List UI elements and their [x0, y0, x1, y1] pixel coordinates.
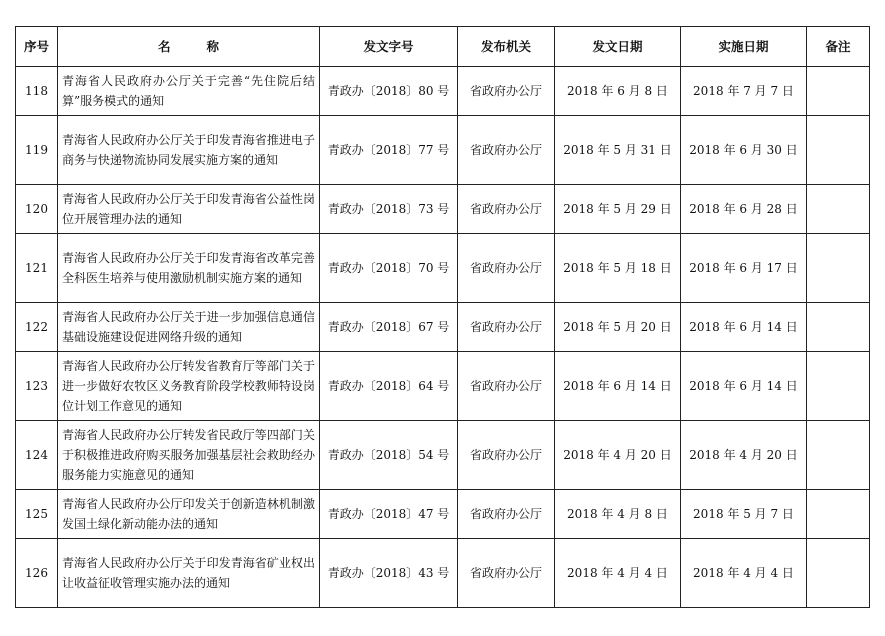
header-name-part-1: 名 — [157, 38, 171, 54]
cell-note — [807, 539, 870, 608]
cell-org: 省政府办公厅 — [458, 185, 555, 234]
table-row — [16, 234, 870, 303]
cell-issue-date: 2018 年 5 月 31 日 — [555, 116, 681, 185]
cell-effective-date: 2018 年 4 月 4 日 — [681, 539, 807, 608]
cell-no: 123 — [16, 352, 58, 421]
table-row — [16, 67, 870, 116]
cell-org: 省政府办公厅 — [458, 539, 555, 608]
table-row — [16, 490, 870, 539]
table-row — [16, 116, 870, 185]
cell-no: 125 — [16, 490, 58, 539]
cell-note — [807, 185, 870, 234]
cell-name: 青海省人民政府办公厅关于印发青海省矿业权出让收益征收管理实施办法的通知 — [58, 539, 320, 608]
cell-issue-date: 2018 年 5 月 18 日 — [555, 234, 681, 303]
cell-name: 青海省人民政府办公厅关于完善“先住院后结算”服务模式的通知 — [58, 67, 320, 116]
header-no: 序号 — [16, 27, 58, 67]
cell-doc-no: 青政办〔2018〕54 号 — [320, 421, 458, 490]
cell-issue-date: 2018 年 4 月 4 日 — [555, 539, 681, 608]
header-note: 备注 — [807, 27, 870, 67]
cell-issue-date: 2018 年 5 月 20 日 — [555, 303, 681, 352]
header-effective-date: 实施日期 — [681, 27, 807, 67]
cell-org: 省政府办公厅 — [458, 352, 555, 421]
cell-doc-no: 青政办〔2018〕73 号 — [320, 185, 458, 234]
cell-note — [807, 234, 870, 303]
cell-note — [807, 421, 870, 490]
table-row — [16, 303, 870, 352]
cell-no: 120 — [16, 185, 58, 234]
cell-issue-date: 2018 年 5 月 29 日 — [555, 185, 681, 234]
header-name-part-2: 称 — [206, 38, 220, 54]
cell-no: 118 — [16, 67, 58, 116]
cell-note — [807, 490, 870, 539]
table-row — [16, 352, 870, 421]
cell-note — [807, 303, 870, 352]
cell-name: 青海省人民政府办公厅转发省教育厅等部门关于进一步做好农牧区义务教育阶段学校教师特设岗位计划工作意见的通知 — [58, 352, 320, 421]
cell-effective-date: 2018 年 6 月 14 日 — [681, 352, 807, 421]
cell-name: 青海省人民政府办公厅关于进一步加强信息通信基础设施建设促进网络升级的通知 — [58, 303, 320, 352]
cell-org: 省政府办公厅 — [458, 490, 555, 539]
cell-name: 青海省人民政府办公厅转发省民政厅等四部门关于积极推进政府购买服务加强基层社会救助经办服务能力实施意见的通知 — [58, 421, 320, 490]
cell-effective-date: 2018 年 4 月 20 日 — [681, 421, 807, 490]
cell-doc-no: 青政办〔2018〕77 号 — [320, 116, 458, 185]
cell-note — [807, 352, 870, 421]
cell-doc-no: 青政办〔2018〕64 号 — [320, 352, 458, 421]
cell-org: 省政府办公厅 — [458, 116, 555, 185]
cell-no: 121 — [16, 234, 58, 303]
cell-name: 青海省人民政府办公厅关于印发青海省改革完善全科医生培养与使用激励机制实施方案的通知 — [58, 234, 320, 303]
header-row — [16, 27, 870, 67]
cell-effective-date: 2018 年 6 月 14 日 — [681, 303, 807, 352]
cell-issue-date: 2018 年 6 月 14 日 — [555, 352, 681, 421]
header-org: 发布机关 — [458, 27, 555, 67]
cell-doc-no: 青政办〔2018〕80 号 — [320, 67, 458, 116]
cell-name: 青海省人民政府办公厅关于印发青海省推进电子商务与快递物流协同发展实施方案的通知 — [58, 116, 320, 185]
cell-issue-date: 2018 年 4 月 8 日 — [555, 490, 681, 539]
cell-no: 122 — [16, 303, 58, 352]
cell-effective-date: 2018 年 6 月 30 日 — [681, 116, 807, 185]
cell-effective-date: 2018 年 5 月 7 日 — [681, 490, 807, 539]
cell-org: 省政府办公厅 — [458, 234, 555, 303]
cell-note — [807, 116, 870, 185]
regulations-table — [15, 26, 870, 608]
table-row — [16, 421, 870, 490]
cell-org: 省政府办公厅 — [458, 303, 555, 352]
cell-no: 124 — [16, 421, 58, 490]
cell-doc-no: 青政办〔2018〕47 号 — [320, 490, 458, 539]
cell-effective-date: 2018 年 6 月 28 日 — [681, 185, 807, 234]
cell-effective-date: 2018 年 7 月 7 日 — [681, 67, 807, 116]
cell-org: 省政府办公厅 — [458, 421, 555, 490]
cell-issue-date: 2018 年 4 月 20 日 — [555, 421, 681, 490]
header-issue-date: 发文日期 — [555, 27, 681, 67]
cell-issue-date: 2018 年 6 月 8 日 — [555, 67, 681, 116]
header-doc-no: 发文字号 — [320, 27, 458, 67]
cell-note — [807, 67, 870, 116]
cell-no: 126 — [16, 539, 58, 608]
table-row — [16, 539, 870, 608]
cell-org: 省政府办公厅 — [458, 67, 555, 116]
cell-effective-date: 2018 年 6 月 17 日 — [681, 234, 807, 303]
cell-name: 青海省人民政府办公厅关于印发青海省公益性岗位开展管理办法的通知 — [58, 185, 320, 234]
cell-doc-no: 青政办〔2018〕67 号 — [320, 303, 458, 352]
cell-doc-no: 青政办〔2018〕43 号 — [320, 539, 458, 608]
table-row — [16, 185, 870, 234]
cell-doc-no: 青政办〔2018〕70 号 — [320, 234, 458, 303]
cell-no: 119 — [16, 116, 58, 185]
cell-name: 青海省人民政府办公厅印发关于创新造林机制激发国土绿化新动能办法的通知 — [58, 490, 320, 539]
header-name — [58, 27, 320, 67]
